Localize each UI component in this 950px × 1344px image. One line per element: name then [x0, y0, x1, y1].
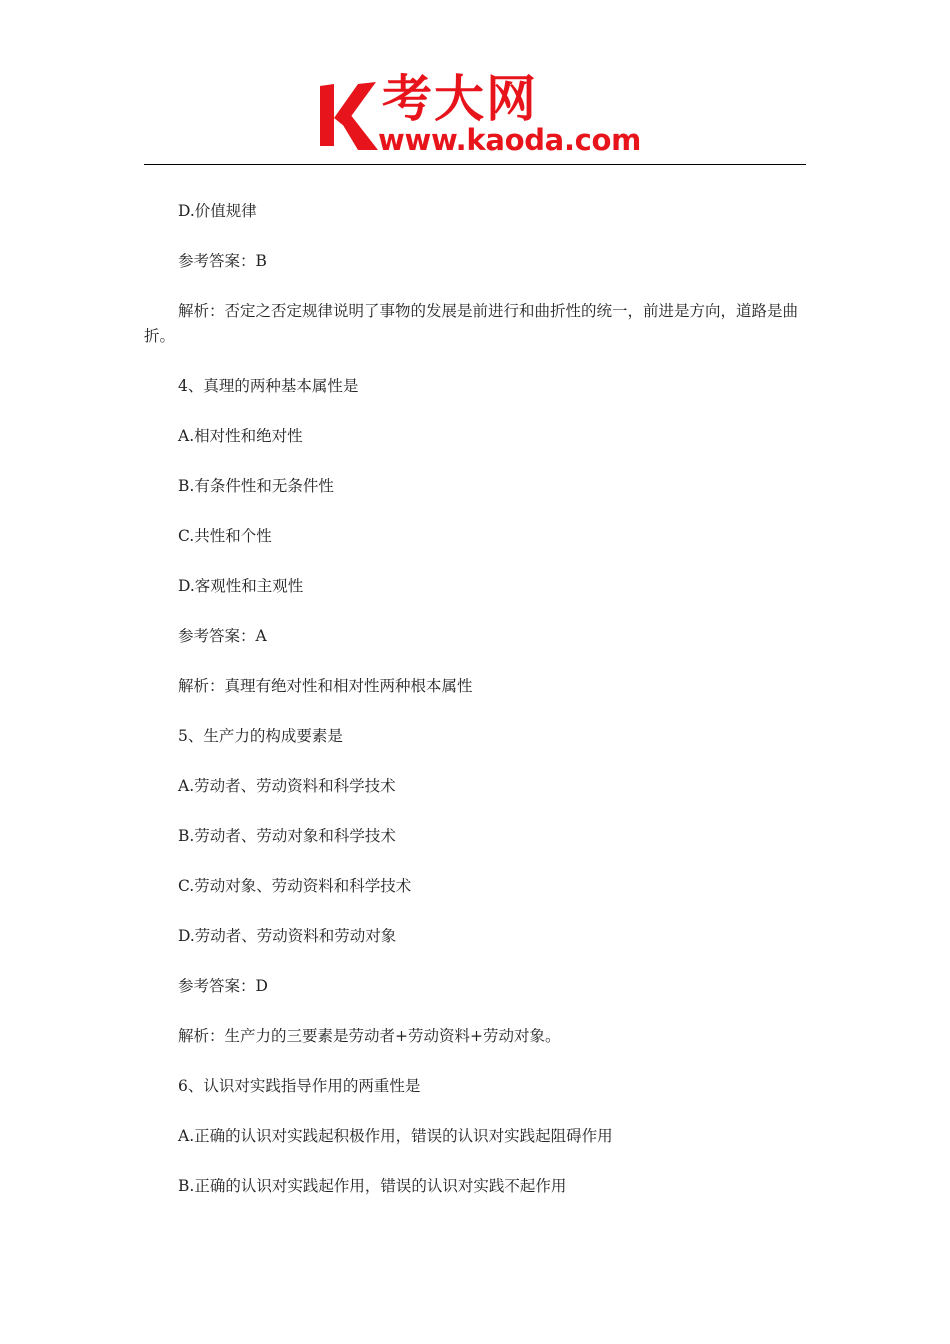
option-b-q6: B.正确的认识对实践起作用，错误的认识对实践不起作用	[178, 1177, 567, 1195]
answer-q3: 参考答案：B	[178, 252, 267, 270]
option-d-q5: D.劳动者、劳动资料和劳动对象	[178, 927, 397, 945]
logo-chinese-text: 考大网	[382, 70, 538, 128]
option-b-q5: B.劳动者、劳动对象和科学技术	[178, 827, 396, 845]
logo-url-text: www.kaoda.com	[378, 123, 642, 157]
option-d-value-law: D.价值规律	[178, 202, 257, 220]
option-b-q4: B.有条件性和无条件性	[178, 477, 334, 495]
answer-q4: 参考答案：A	[178, 627, 267, 645]
page-header	[0, 0, 950, 170]
question-5: 5、生产力的构成要素是	[178, 727, 343, 745]
question-4: 4、真理的两种基本属性是	[178, 377, 359, 395]
document-body	[144, 199, 808, 1224]
option-d-q4: D.客观性和主观性	[178, 577, 304, 595]
explanation-q5: 解析：生产力的三要素是劳动者+劳动资料+劳动对象。	[178, 1027, 561, 1045]
option-a-q6: A.正确的认识对实践起积极作用，错误的认识对实践起阻碍作用	[178, 1127, 613, 1145]
logo-k-icon	[318, 80, 380, 152]
option-c-q4: C.共性和个性	[178, 527, 272, 545]
answer-q5: 参考答案：D	[178, 977, 268, 995]
option-a-q5: A.劳动者、劳动资料和科学技术	[178, 777, 396, 795]
option-a-q4: A.相对性和绝对性	[178, 427, 303, 445]
option-c-q5: C.劳动对象、劳动资料和科学技术	[178, 877, 412, 895]
explanation-q4: 解析：真理有绝对性和相对性两种根本属性	[178, 677, 473, 695]
question-6: 6、认识对实践指导作用的两重性是	[178, 1077, 421, 1095]
explanation-q3: 解析：否定之否定规律说明了事物的发展是前进行和曲折性的统一，前进是方向，道路是曲折。	[144, 302, 799, 345]
header-divider	[144, 164, 806, 165]
